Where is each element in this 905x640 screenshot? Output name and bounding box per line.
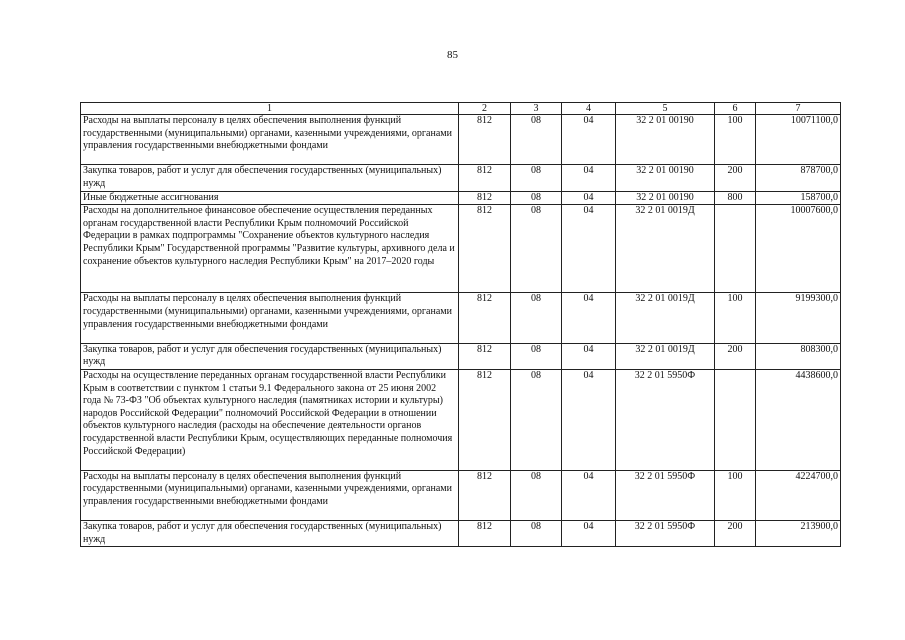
subsection-code: 04: [562, 521, 616, 547]
expense-type-code: 100: [715, 293, 756, 343]
item-name: Расходы на дополнительное финансовое обеспечение осуществления переданных органам государственной власти Республики Крым полномочий Российской Федерации в рамках подпрограммы "Сохранение объектов культурного наследия Республики Крым" Государственной программы "Развитие культуры, архивного дела и сохранение объектов культурного наследия Республики Крым" на 2017–2020 годы: [81, 205, 459, 293]
expense-type-code: 800: [715, 191, 756, 205]
target-article-code: 32 2 01 00190: [616, 115, 715, 165]
amount: 10071100,0: [756, 115, 841, 165]
column-header: 7: [756, 103, 841, 115]
item-name: Расходы на выплаты персоналу в целях обеспечения выполнения функций государственными (муниципальными) органами, казенными учреждениями, органами управления государственными внебюджетными фондами: [81, 470, 459, 520]
table-row: [81, 369, 841, 470]
expense-type-code: 200: [715, 521, 756, 547]
expense-type-code: [715, 369, 756, 470]
amount: 4438600,0: [756, 369, 841, 470]
section-code: 08: [511, 165, 562, 191]
item-name: Закупка товаров, работ и услуг для обеспечения государственных (муниципальных) нужд: [81, 343, 459, 369]
amount: 213900,0: [756, 521, 841, 547]
section-code: 08: [511, 343, 562, 369]
target-article-code: 32 2 01 5950Ф: [616, 521, 715, 547]
table-row: [81, 165, 841, 191]
subsection-code: 04: [562, 470, 616, 520]
expense-type-code: 200: [715, 343, 756, 369]
subsection-code: 04: [562, 115, 616, 165]
target-article-code: 32 2 01 00190: [616, 191, 715, 205]
column-header: 5: [616, 103, 715, 115]
table-row: [81, 293, 841, 343]
section-code: 08: [511, 521, 562, 547]
column-header: 2: [459, 103, 511, 115]
column-header: 3: [511, 103, 562, 115]
subsection-code: 04: [562, 343, 616, 369]
amount: 158700,0: [756, 191, 841, 205]
section-code: 08: [511, 115, 562, 165]
ministry-code: 812: [459, 115, 511, 165]
section-code: 08: [511, 191, 562, 205]
subsection-code: 04: [562, 191, 616, 205]
subsection-code: 04: [562, 205, 616, 293]
subsection-code: 04: [562, 369, 616, 470]
table-row: [81, 521, 841, 547]
column-header: 1: [81, 103, 459, 115]
ministry-code: 812: [459, 165, 511, 191]
item-name: Иные бюджетные ассигнования: [81, 191, 459, 205]
table-row: [81, 115, 841, 165]
column-header: 6: [715, 103, 756, 115]
expense-type-code: 100: [715, 470, 756, 520]
amount: 4224700,0: [756, 470, 841, 520]
subsection-code: 04: [562, 165, 616, 191]
expense-type-code: 200: [715, 165, 756, 191]
subsection-code: 04: [562, 293, 616, 343]
table-row: [81, 191, 841, 205]
table-row: [81, 470, 841, 520]
amount: 808300,0: [756, 343, 841, 369]
amount: 9199300,0: [756, 293, 841, 343]
target-article-code: 32 2 01 0019Д: [616, 293, 715, 343]
ministry-code: 812: [459, 293, 511, 343]
item-name: Закупка товаров, работ и услуг для обеспечения государственных (муниципальных) нужд: [81, 165, 459, 191]
ministry-code: 812: [459, 205, 511, 293]
item-name: Расходы на выплаты персоналу в целях обеспечения выполнения функций государственными (муниципальными) органами, казенными учреждениями, органами управления государственными внебюджетными фондами: [81, 293, 459, 343]
section-code: 08: [511, 369, 562, 470]
table-body: [81, 115, 841, 547]
item-name: Расходы на осуществление переданных органам государственной власти Республики Крым в соответствии с пунктом 1 статьи 9.1 Федерального закона от 25 июня 2002 года № 73-ФЗ "Об объектах культурного наследия (памятниках истории и культуры) народов Российской Федерации" полномочий Российской Федерации в отношении объектов культурного наследия (расходы на обеспечение деятельности органов государственной власти Республики Крым, осуществляющих переданные полномочия Российской Федерации): [81, 369, 459, 470]
ministry-code: 812: [459, 191, 511, 205]
column-header: 4: [562, 103, 616, 115]
target-article-code: 32 2 01 0019Д: [616, 343, 715, 369]
ministry-code: 812: [459, 470, 511, 520]
ministry-code: 812: [459, 369, 511, 470]
item-name: Закупка товаров, работ и услуг для обеспечения государственных (муниципальных) нужд: [81, 521, 459, 547]
target-article-code: 32 2 01 5950Ф: [616, 369, 715, 470]
table-row: [81, 205, 841, 293]
budget-table: [80, 102, 841, 547]
ministry-code: 812: [459, 343, 511, 369]
expense-type-code: [715, 205, 756, 293]
target-article-code: 32 2 01 5950Ф: [616, 470, 715, 520]
section-code: 08: [511, 205, 562, 293]
ministry-code: 812: [459, 521, 511, 547]
amount: 878700,0: [756, 165, 841, 191]
table-header-row: [81, 103, 841, 115]
item-name: Расходы на выплаты персоналу в целях обеспечения выполнения функций государственными (муниципальными) органами, казенными учреждениями, органами управления государственными внебюджетными фондами: [81, 115, 459, 165]
target-article-code: 32 2 01 0019Д: [616, 205, 715, 293]
expense-type-code: 100: [715, 115, 756, 165]
section-code: 08: [511, 470, 562, 520]
amount: 10007600,0: [756, 205, 841, 293]
table-row: [81, 343, 841, 369]
section-code: 08: [511, 293, 562, 343]
target-article-code: 32 2 01 00190: [616, 165, 715, 191]
page-number: 85: [447, 49, 458, 61]
